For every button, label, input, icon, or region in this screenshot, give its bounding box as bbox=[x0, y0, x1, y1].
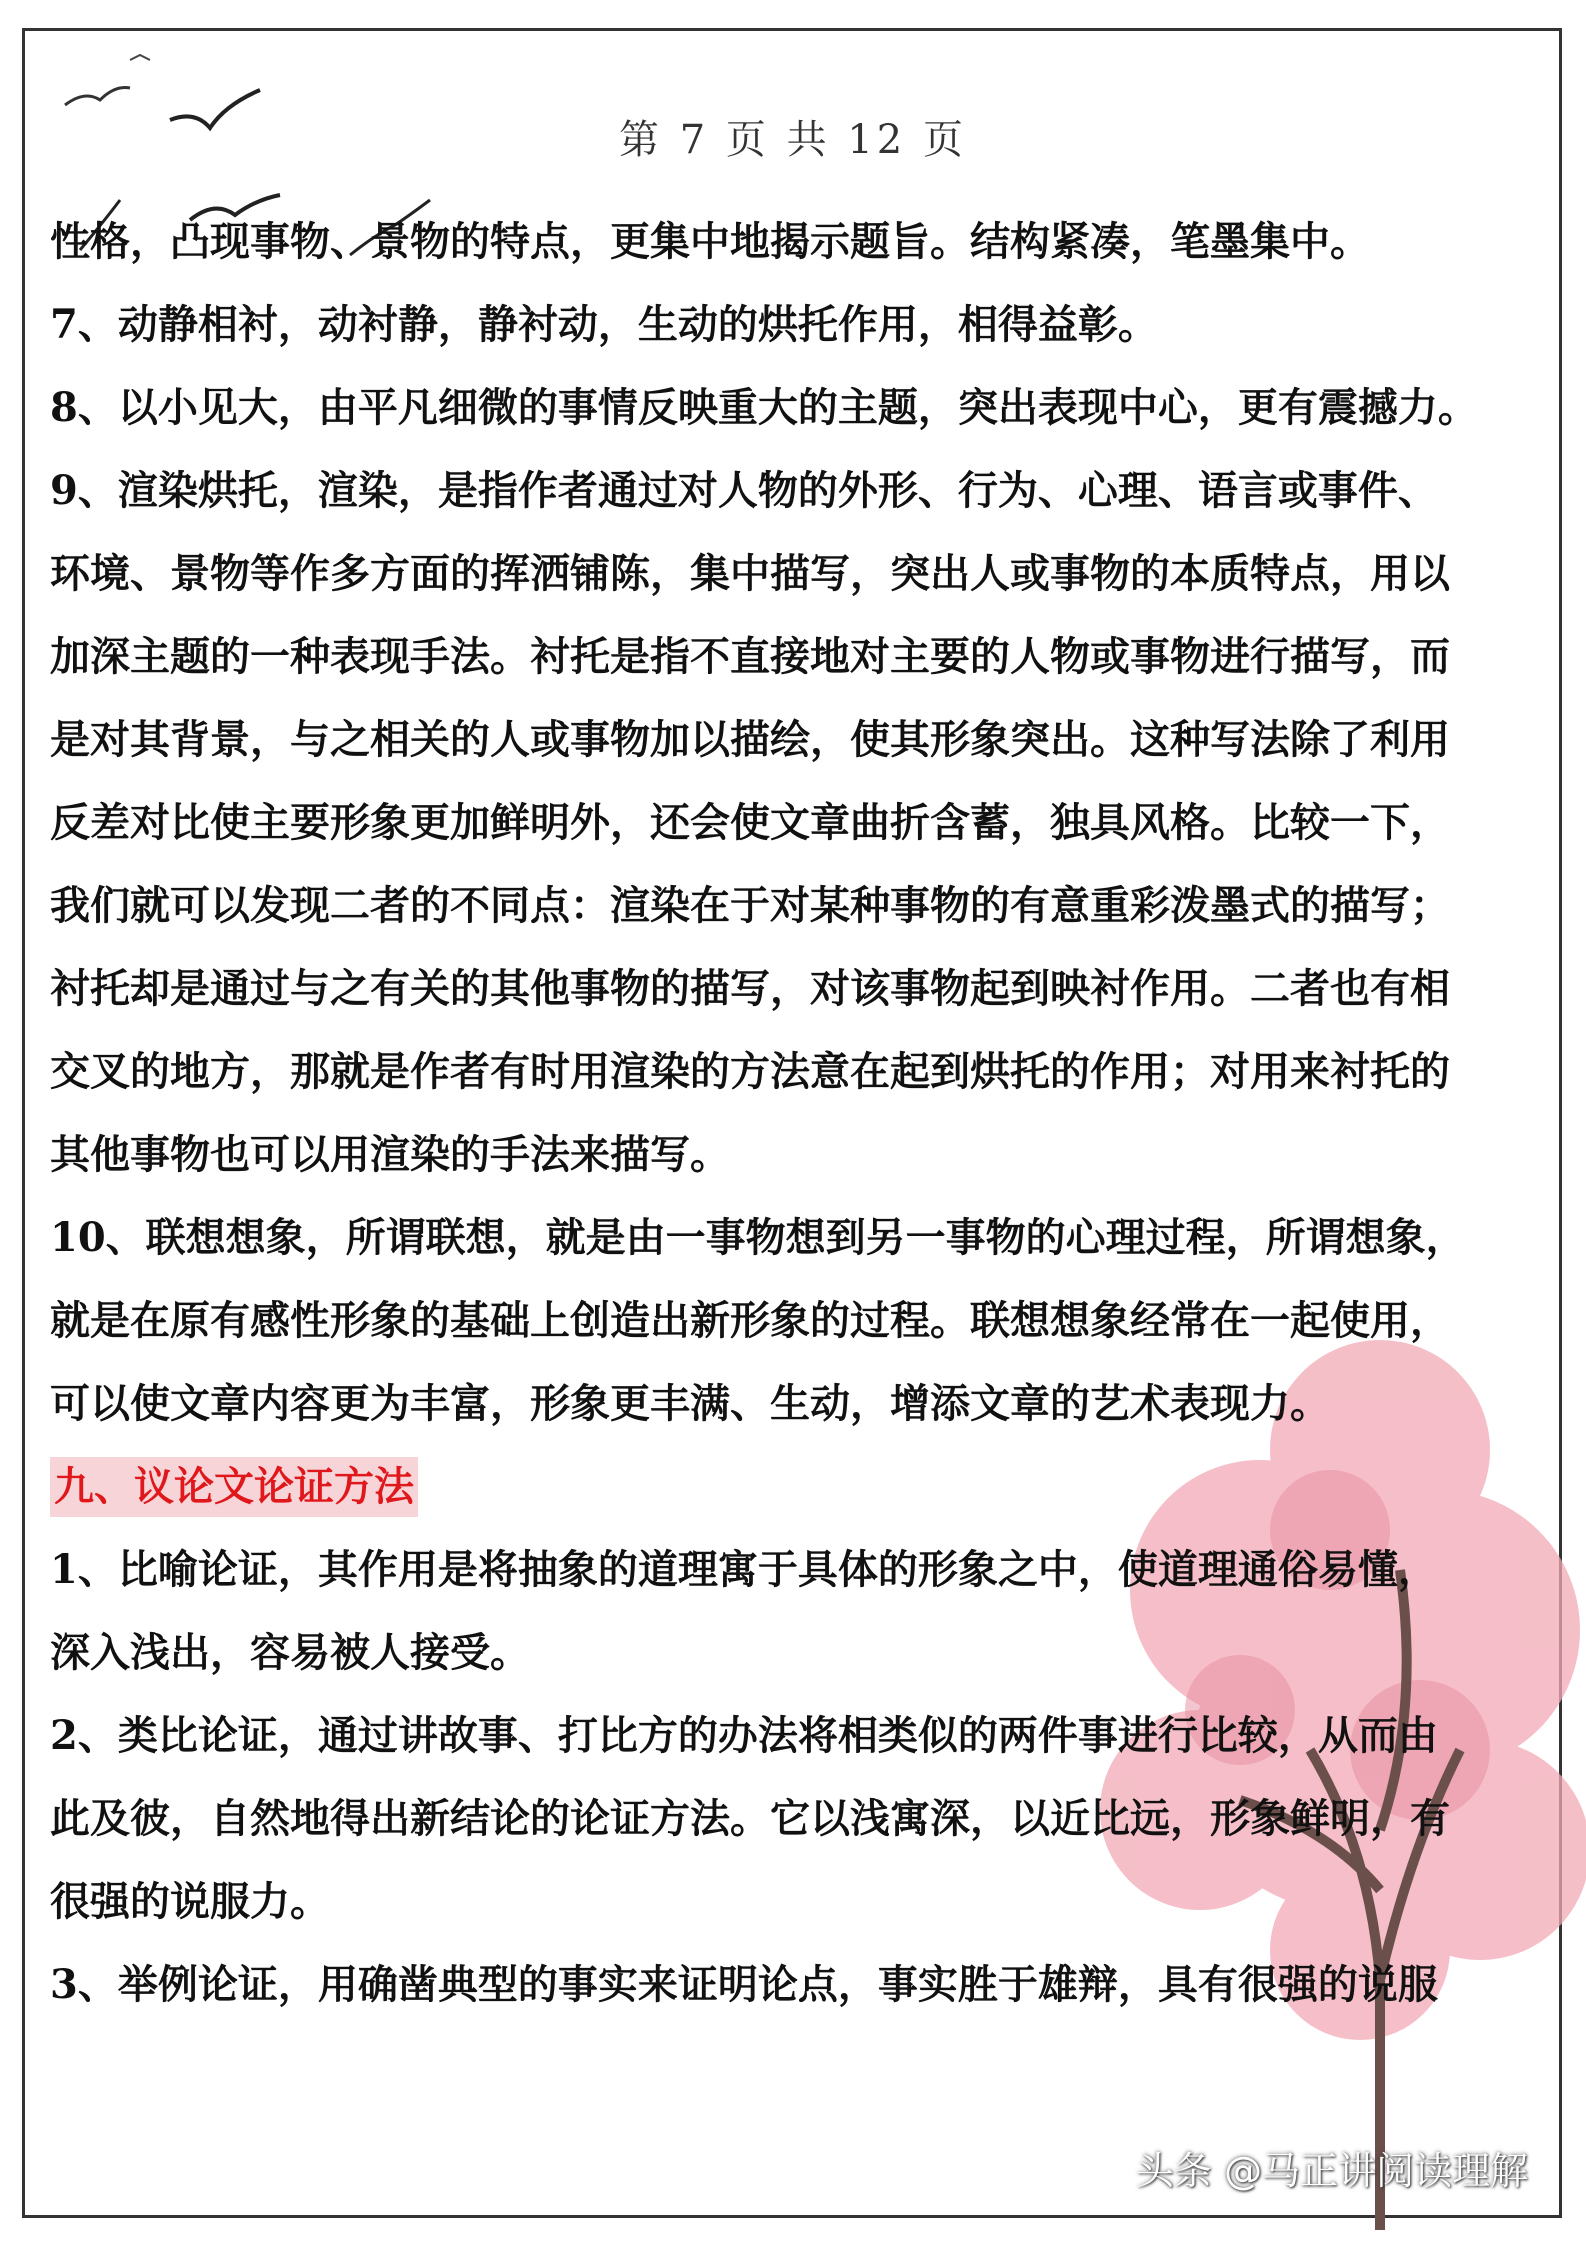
text-line: 可以使文章内容更为丰富，形象更丰满、生动，增添文章的艺术表现力。 bbox=[50, 1380, 1330, 1427]
text-line: 环境、景物等作多方面的挥洒铺陈，集中描写，突出人或事物的本质特点，用以 bbox=[50, 550, 1450, 597]
document-body bbox=[50, 200, 1540, 2026]
text-line: 是对其背景，与之相关的人或事物加以描绘，使其形象突出。这种写法除了利用 bbox=[50, 716, 1450, 763]
section-heading-row bbox=[50, 1445, 1540, 1528]
text-line: 就是在原有感性形象的基础上创造出新形象的过程。联想想象经常在一起使用， bbox=[50, 1297, 1450, 1344]
text-line: 3、举例论证，用确凿典型的事实来证明论点，事实胜于雄辩，具有很强的说服 bbox=[50, 1961, 1438, 2008]
text-line: 很强的说服力。 bbox=[50, 1878, 330, 1925]
text-line: 衬托却是通过与之有关的其他事物的描写，对该事物起到映衬作用。二者也有相 bbox=[50, 965, 1450, 1012]
text-line: 其他事物也可以用渲染的手法来描写。 bbox=[50, 1131, 730, 1178]
text-line: 性格，凸现事物、景物的特点，更集中地揭示题旨。结构紧凑，笔墨集中。 bbox=[50, 218, 1370, 265]
text-line: 9、渲染烘托，渲染，是指作者通过对人物的外形、行为、心理、语言或事件、 bbox=[50, 467, 1438, 514]
text-line: 1、比喻论证，其作用是将抽象的道理寓于具体的形象之中，使道理通俗易懂， bbox=[50, 1546, 1438, 1593]
text-line: 加深主题的一种表现手法。衬托是指不直接地对主要的人物或事物进行描写，而 bbox=[50, 633, 1450, 680]
text-line: 反差对比使主要形象更加鲜明外，还会使文章曲折含蓄，独具风格。比较一下， bbox=[50, 799, 1450, 846]
page-number-label: 第 7 页 共 12 页 bbox=[619, 117, 967, 163]
text-line: 8、以小见大，由平凡细微的事情反映重大的主题，突出表现中心，更有震撼力。 bbox=[50, 384, 1478, 431]
text-line: 此及彼，自然地得出新结论的论证方法。它以浅寓深，以近比远，形象鲜明，有 bbox=[50, 1795, 1450, 1842]
text-line: 2、类比论证，通过讲故事、打比方的办法将相类似的两件事进行比较，从而由 bbox=[50, 1712, 1438, 1759]
text-line: 我们就可以发现二者的不同点：渲染在于对某种事物的有意重彩泼墨式的描写； bbox=[50, 882, 1450, 929]
watermark-text: 头条 @马正讲阅读理解 bbox=[1136, 2149, 1529, 2193]
text-line: 7、动静相衬，动衬静，静衬动，生动的烘托作用，相得益彰。 bbox=[50, 301, 1158, 348]
text-line: 10、联想想象，所谓联想，就是由一事物想到另一事物的心理过程，所谓想象， bbox=[50, 1214, 1466, 1261]
text-line: 交叉的地方，那就是作者有时用渲染的方法意在起到烘托的作用；对用来衬托的 bbox=[50, 1048, 1450, 1095]
section-heading: 九、议论文论证方法 bbox=[50, 1457, 418, 1517]
text-line: 深入浅出，容易被人接受。 bbox=[50, 1629, 530, 1676]
